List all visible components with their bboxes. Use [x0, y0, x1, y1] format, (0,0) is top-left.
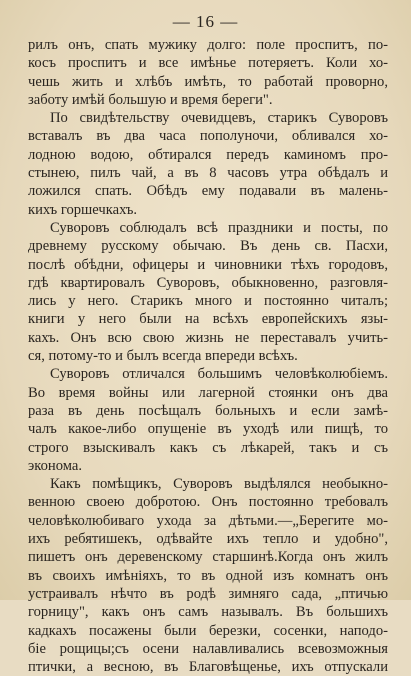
text-line: стынею, пилъ чай, а въ 8 часовъ утра обѣдалъ и	[28, 165, 388, 182]
text-line: ся, потому-то и былъ всегда впереди всѣхъ.	[28, 348, 298, 365]
text-line: устраивалъ нѣчто въ родѣ зимняго сада, „птичью	[28, 585, 388, 602]
body-text	[28, 36, 388, 676]
text-line: кахъ. Онъ всю свою жизнь не переставалъ учить-	[28, 329, 388, 346]
text-line: эконома.	[28, 457, 82, 474]
text-line: лодною водою, обтирался передъ каминомъ про-	[28, 146, 388, 163]
text-line: чалъ какое-либо опущеніе въ уходѣ или пищѣ, то	[28, 421, 388, 438]
text-line: книги у него были на всѣхъ европейскихъ язы-	[28, 311, 388, 328]
text-line: венною своею добротою. Онъ постоянно требовалъ	[28, 494, 388, 511]
text-line: кихъ горшечкахъ.	[28, 201, 138, 218]
text-line: птички, а весною, въ Благовѣщенье, ихъ отпускали	[28, 659, 388, 676]
text-line: ложился спать. Обѣдъ ему подавали въ малень-	[28, 183, 388, 200]
text-line: гдѣ квартировалъ Суворовъ, обыкновенно, разговля-	[28, 274, 388, 291]
text-line: косъ проспитъ и все имѣнье потеряетъ. Коли хо-	[28, 55, 388, 72]
text-line: ихъ ребятишекъ, одѣвайте ихъ тепло и удобно",	[28, 531, 388, 548]
text-line: біе рощицы;съ осени налавливались всевозможныя	[28, 640, 388, 657]
page-number: — 16 —	[172, 12, 239, 31]
text-line: рилъ онъ, спать мужику долго: поле проспитъ, по-	[28, 37, 388, 53]
text-line: раза въ день посѣщалъ больныхъ и если замѣ-	[28, 402, 388, 419]
text-line: Во время войны или лагерной стоянки онъ два	[28, 384, 388, 401]
text-line: человѣколюбиваго ухода за дѣтьми.—„Берегите мо-	[28, 512, 388, 529]
text-line: кадкахъ посажены были березки, сосенки, наподо-	[28, 622, 388, 639]
text-line: послѣ обѣдни, офицеры и чиновники тѣхъ городовъ,	[28, 256, 388, 273]
text-line: Какъ помѣщикъ, Суворовъ выдѣлялся необыкно-	[50, 476, 388, 493]
text-line: древнему русскому обычаю. Въ день св. Пасхи,	[28, 238, 388, 255]
text-line: Суворовъ отличался большимъ человѣколюбіемъ.	[50, 366, 388, 383]
text-line: заботу имѣй большую и время береги".	[28, 91, 273, 108]
text-line: лись у него. Старикъ много и постоянно читалъ;	[28, 293, 388, 310]
text-line: строго взыскивалъ какъ съ лѣкарей, такъ и съ	[28, 439, 388, 456]
text-line: вставалъ въ два часа пополуночи, обливался хо-	[28, 128, 388, 145]
text-line: горницу", какъ онъ самъ называлъ. Въ большихъ	[28, 604, 388, 621]
text-line: По свидѣтельству очевидцевъ, старикъ Суворовъ	[50, 110, 388, 127]
text-line: чешь жить и хлѣбъ имѣть, то работай проворно,	[28, 73, 388, 90]
text-line: въ своихъ имѣніяхъ, то въ одной изъ комнатъ онъ	[28, 567, 388, 584]
text-line: Суворовъ соблюдалъ всѣ праздники и посты, по	[50, 219, 388, 236]
text-line: пишетъ онъ деревенскому старшинѣ.Когда онъ жилъ	[28, 549, 388, 566]
